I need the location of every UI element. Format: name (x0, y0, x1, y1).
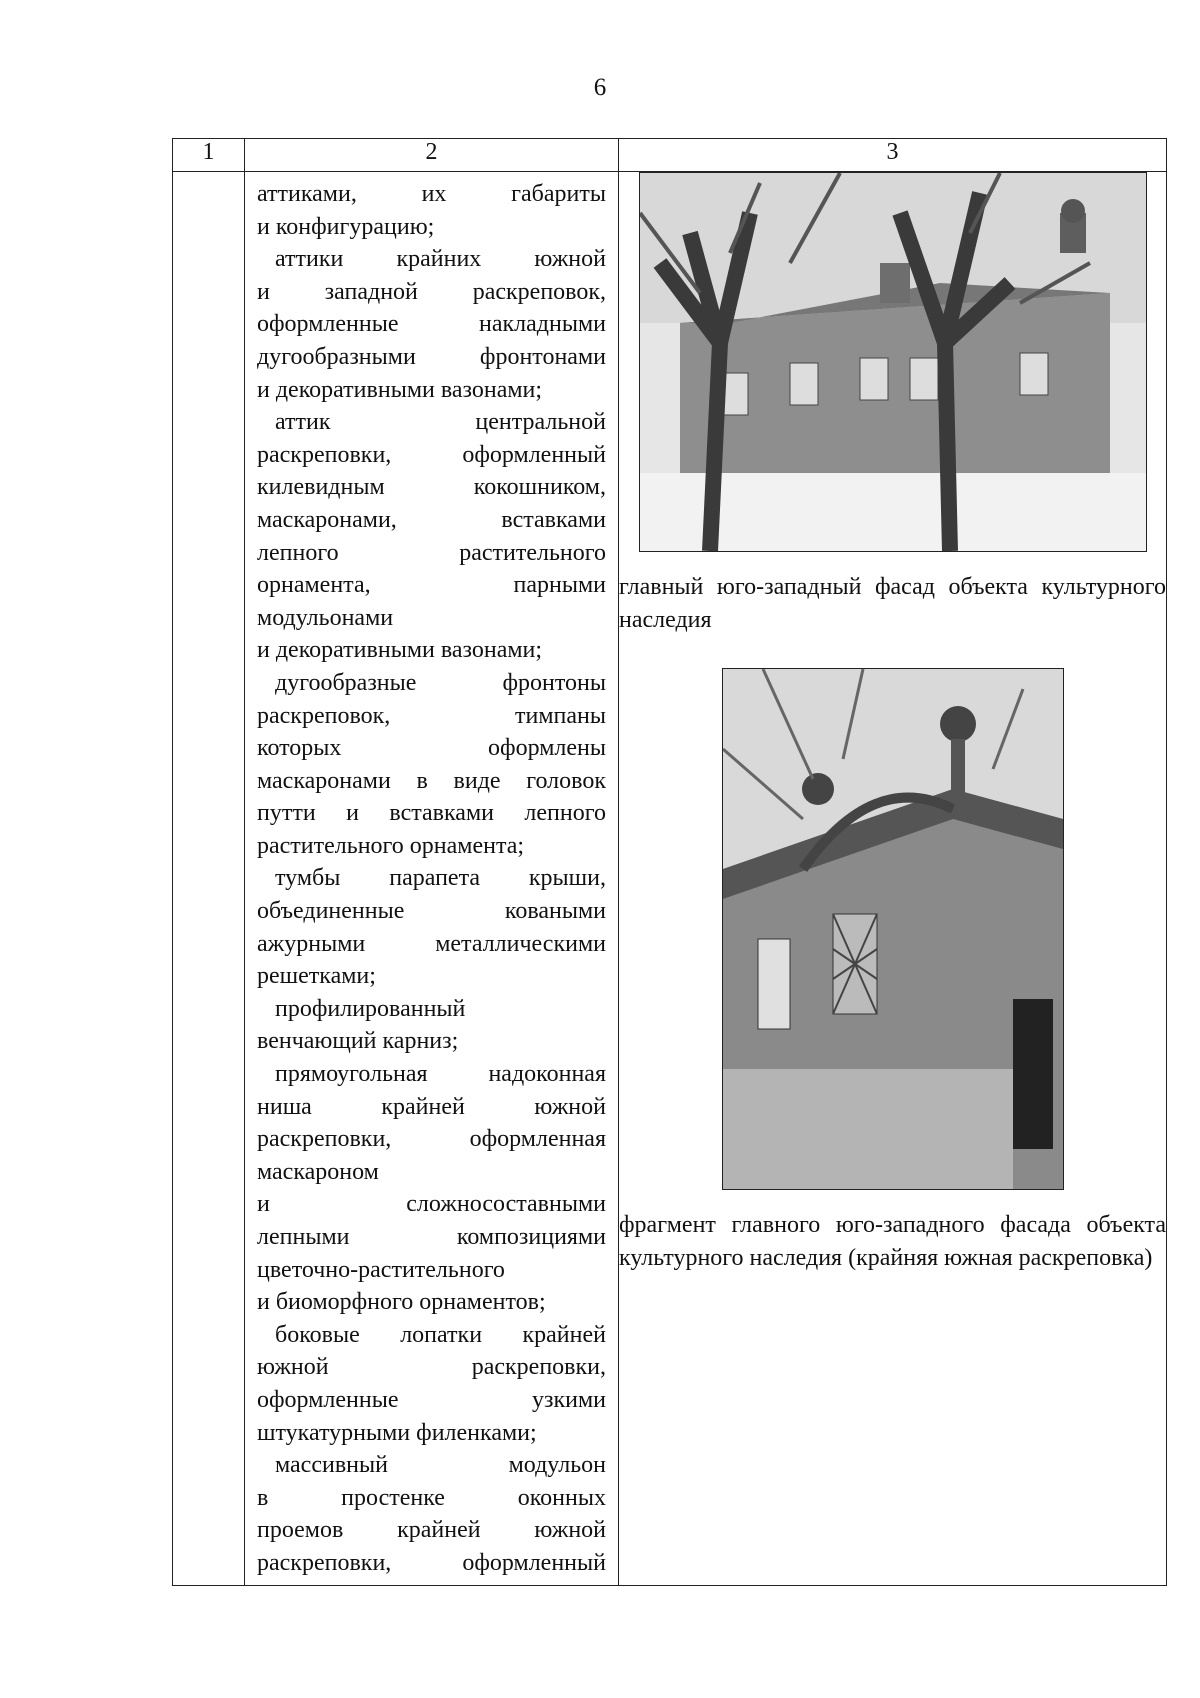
feature-line: маскаронами в виде головок (257, 767, 606, 794)
col-3-cell (619, 172, 1167, 1586)
feature-line: лепными композициями (257, 1224, 606, 1250)
feature-line: аттики крайних южной (275, 246, 606, 273)
heritage-object-table (172, 138, 1167, 1586)
southern-projection-photo-caption: фрагмент главного юго-западного фасада объекта культурного наследия (крайняя южная раскреповка) (619, 1212, 1166, 1271)
feature-line: штукатурными филенками; (257, 1419, 537, 1446)
feature-line: ажурными металлическими (257, 930, 606, 957)
feature-line: прямоугольная надоконная (275, 1061, 606, 1088)
feature-line: боковые лопатки крайней (275, 1321, 606, 1348)
feature-line: массивный модульон (275, 1452, 606, 1479)
table-body-row (173, 172, 1167, 1586)
feature-line: проемов крайней южной (257, 1517, 606, 1544)
feature-line: и конфигурацию; (257, 213, 435, 240)
feature-line: маскароном (257, 1158, 379, 1185)
feature-line: растительного орнамента; (257, 832, 525, 859)
feature-line: раскреповки, оформленный (257, 441, 606, 468)
feature-line: оформленные накладными (257, 311, 606, 338)
feature-line: раскреповки, оформленная (257, 1126, 606, 1153)
col-1-cell (173, 172, 245, 1586)
feature-line: тумбы парапета крыши, (275, 865, 606, 892)
feature-line: модульонами (257, 604, 394, 631)
southern-projection-photo (722, 668, 1064, 1190)
facade-photo-illustration (640, 173, 1146, 551)
page-number: 6 (593, 74, 607, 101)
feature-line: которых оформлены (257, 735, 606, 762)
feature-line: раскреповок, тимпаны (257, 702, 606, 729)
header-col-1: 1 (173, 139, 245, 172)
feature-line: в простенке оконных (257, 1484, 606, 1511)
feature-line: решетками; (257, 963, 376, 990)
feature-line: ниша крайней южной (257, 1093, 606, 1120)
facade-photo-caption: главный юго-западный фасад объекта культурного наследия (619, 574, 1166, 633)
feature-line: путти и вставками лепного (257, 800, 606, 827)
feature-line: венчающий карниз; (257, 1028, 459, 1055)
feature-line: и декоративными вазонами; (257, 376, 543, 403)
feature-line: аттик центральной (275, 409, 606, 436)
feature-line: орнамента, парными (257, 572, 606, 599)
facade-photo (639, 172, 1147, 552)
feature-line: аттиками, их габариты (257, 181, 606, 207)
feature-line: профилированный (275, 995, 466, 1022)
feature-line: цветочно-растительного (257, 1256, 505, 1283)
feature-line: и декоративными вазонами; (257, 637, 543, 664)
header-col-3: 3 (619, 139, 1167, 172)
feature-line: лепного растительного (257, 539, 606, 566)
feature-line: дугообразными фронтонами (257, 343, 606, 370)
features-list (245, 172, 618, 1580)
feature-line: оформленные узкими (257, 1386, 606, 1413)
header-col-2: 2 (245, 139, 619, 172)
feature-line: и сложносоставными (257, 1191, 606, 1218)
feature-line: южной раскреповки, (257, 1354, 606, 1381)
feature-line: и западной раскреповок, (257, 278, 606, 305)
feature-line: дугообразные фронтоны (275, 669, 606, 696)
feature-line: объединенные коваными (257, 898, 606, 925)
feature-line: маскаронами, вставками (257, 506, 606, 533)
southern-projection-photo-illustration (723, 669, 1063, 1189)
table-header-row (173, 139, 1167, 172)
feature-line: и биоморфного орнаментов; (257, 1289, 546, 1316)
feature-line: килевидным кокошником, (257, 474, 606, 501)
feature-line: раскреповки, оформленный (257, 1549, 606, 1576)
col-2-cell (245, 172, 619, 1586)
